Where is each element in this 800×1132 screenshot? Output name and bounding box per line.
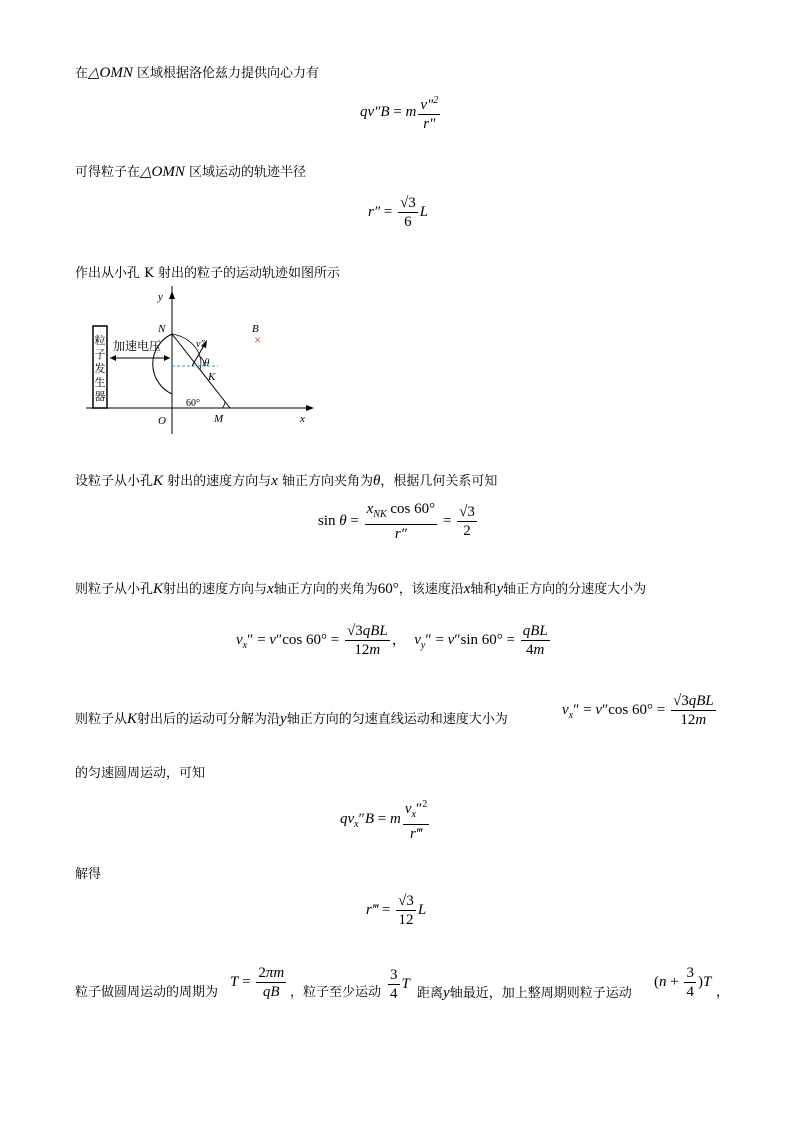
label-O: O xyxy=(158,415,166,427)
text-line-3: 作出从小孔 K 射出的粒子的运动轨迹如图所示 xyxy=(75,266,340,281)
label-theta: θ xyxy=(204,357,210,369)
y-axis-label: y xyxy=(158,291,163,303)
emitter-char: 生 xyxy=(94,377,106,389)
text-line-1: 在△OMN 区域根据洛伦兹力提供向心力有 xyxy=(75,65,320,81)
trajectory-diagram xyxy=(80,286,340,434)
emitter-char: 子 xyxy=(94,349,106,361)
emitter-char: 器 xyxy=(94,391,106,403)
label-M: M xyxy=(214,413,224,425)
text-line-2: 可得粒子在△OMN 区域运动的轨迹半径 xyxy=(75,164,307,180)
text-line-9c: 距离y轴最近，加上整周期则粒子运动 xyxy=(417,985,632,1001)
label-60deg: 60° xyxy=(186,398,200,409)
magnetic-field-cross-icon: × xyxy=(254,332,262,347)
label-K: K xyxy=(208,371,216,383)
x-axis-label: x xyxy=(300,413,305,425)
text-line-9e: ， xyxy=(716,985,730,1000)
text-line-4: 设粒子从小孔K 射出的速度方向与x 轴正方向夹角为θ，根据几何关系可知 xyxy=(75,473,498,489)
label-B: B xyxy=(252,323,259,335)
equation-radius-2: r‴ = $\frac{√3}{12}$ L xyxy=(366,893,427,928)
equation-lorentz-1: qv″B = m $\frac{v''^2}{r''}$ xyxy=(360,95,439,132)
equation-sin-theta: sin θ = $\frac{x_{NK} \cos 60^\circ}{r''}$ = $\frac{√3}{2}$ xyxy=(318,501,475,542)
text-line-5: 则粒子从小孔K射出的速度方向与x轴正方向的夹角为60°，该速度沿x轴和y轴正方向的分速度大小为 xyxy=(75,581,647,597)
text-line-9b: ，粒子至少运动 xyxy=(290,985,382,1000)
equation-period: T = $\frac{2\pi m}{qB}$ xyxy=(230,965,285,1000)
equation-n-plus-three-quarter: (n + $\frac{3}{4}$ )T xyxy=(654,965,712,1000)
equation-lorentz-2: $qv_x''B = m$ $\frac{v_x''^2}{r‴}$ xyxy=(340,799,428,842)
label-velocity: v″ xyxy=(196,339,205,350)
label-N: N xyxy=(158,323,166,335)
text-line-9: 粒子做圆周运动的周期为 xyxy=(75,985,219,1000)
text-line-7: 的匀速圆周运动，可知 xyxy=(75,766,206,781)
equation-radius-1: r″ = $\frac{√3}{6}$ L xyxy=(368,195,429,230)
text-line-6: 则粒子从K射出后的运动可分解为沿y轴正方向的匀速直线运动和速度大小为 xyxy=(75,711,508,727)
emitter-char: 发 xyxy=(94,363,106,375)
accel-label: 加速电压 xyxy=(113,339,162,353)
text-line-8: 解得 xyxy=(75,867,102,882)
emitter-char: 粒 xyxy=(94,335,106,347)
equation-velocity-components: $v_x'' = v''\cos$ 60° = $\frac{\text{√3qBL}}{12m}$ ， $v_y'' = v''\sin$ 60° = $\frac{\text{qBL}}{4m}$ xyxy=(236,623,548,658)
equation-vx-inline: $v_x'' = v''\cos$ 60° = $\frac{\text{√3qBL}}{12m}$ xyxy=(562,693,714,728)
equation-three-quarter-T: $\frac{3}{4}$ T xyxy=(390,967,410,1002)
